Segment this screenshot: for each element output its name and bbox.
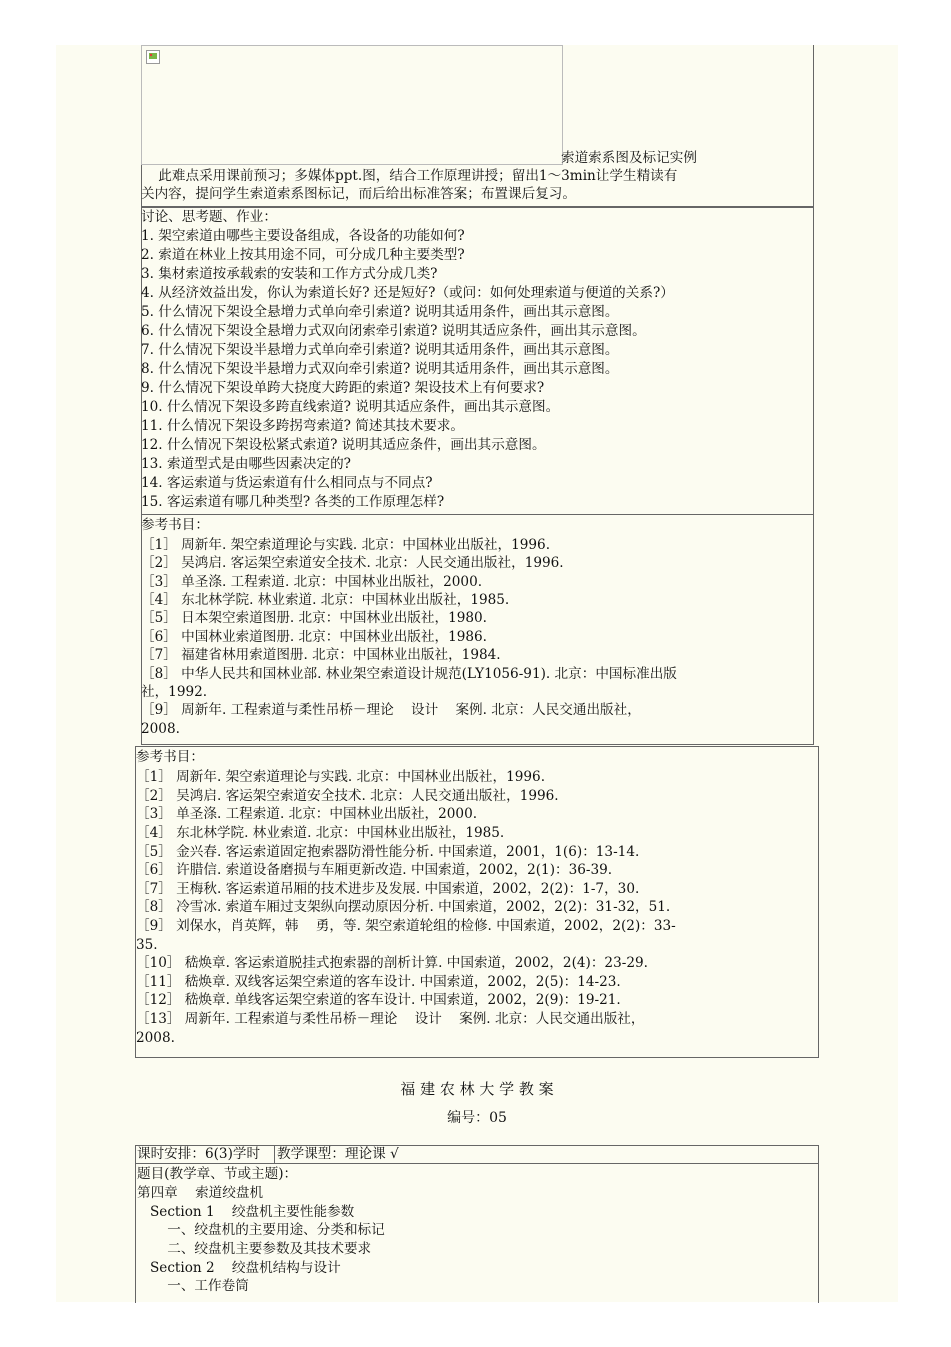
reference-line: ［4］ 东北林学院. 林业索道. 北京：中国林业出版社，1985. (141, 592, 510, 608)
references2-heading: 参考书目： (136, 749, 204, 765)
discussion-item: 7. 什么情况下架设半悬增力式单向牵引索道? 说明其适用条件，画出其示意图。 (141, 342, 619, 358)
discussion-item: 4. 从经济效益出发，你认为索道长好? 还是短好?（或问：如何处理索道与便道的关系?） (141, 285, 674, 301)
reference-line: ［5］ 日本架空索道图册. 北京：中国林业出版社，1980. (141, 610, 487, 626)
schedule-hours: 课时安排：6(3)学时 (137, 1146, 261, 1162)
reference-line: ［9］ 周新年. 工程索道与柔性吊桥－理论 设计 案例. 北京：人民交通出版社， (141, 702, 641, 718)
discussion-item: 5. 什么情况下架设全悬增力式单向牵引索道? 说明其适用条件，画出其示意图。 (141, 304, 619, 320)
discussion-item: 1. 架空索道由哪些主要设备组成，各设备的功能如何? (141, 228, 465, 244)
schedule-divider (274, 1145, 275, 1164)
reference-line: ［8］ 中华人民共和国林业部. 林业架空索道设计规范(LY1056-91). 北京：中国标准出版 (141, 666, 677, 682)
reference-line: ［3］ 单圣涤. 工程索道. 北京：中国林业出版社，2000. (141, 574, 483, 590)
discussion-item: 8. 什么情况下架设半悬增力式双向牵引索道? 说明其适用条件，画出其示意图。 (141, 361, 619, 377)
university-title: 福 建 农 林 大 学 教 案 (400, 1080, 554, 1098)
discussion-item: 10. 什么情况下架设多跨直线索道? 说明其适应条件，画出其示意图。 (141, 399, 560, 415)
discussion-item: 9. 什么情况下架设单跨大挠度大跨距的索道? 架设技术上有何要求? (141, 380, 545, 396)
discussion-item: 3. 集材索道按承载索的安装和工作方式分成几类? (141, 266, 438, 282)
reference-line: ［11］ 嵇焕章. 双线客运架空索道的客车设计. 中国索道，2002，2(5)：14-23. (136, 974, 621, 990)
broken-image-placeholder (141, 45, 563, 165)
discussion-item: 14. 客运索道与货运索道有什么相同点与不同点? (141, 475, 433, 491)
reference-line: ［10］ 嵇焕章. 客运索道脱挂式抱索器的剖析计算. 中国索道，2002，2(4)：23-29. (136, 955, 648, 971)
reference-line: ［6］ 许腊信. 索道设备磨损与车厢更新改造. 中国索道，2002，2(1)：36-39. (136, 862, 613, 878)
discussion-item: 13. 索道型式是由哪些因素决定的? (141, 456, 351, 472)
topic-heading: 题目(教学章、节或主题)： (137, 1166, 298, 1182)
reference-line: ［8］ 冷雪冰. 索道车厢过支架纵向摆动原因分析. 中国索道，2002，2(2)：31-32，51. (136, 899, 671, 915)
reference-line: 社，1992. (141, 684, 208, 700)
subsection-title: 一、绞盘机的主要用途、分类和标记 (137, 1222, 385, 1238)
figure-note-line1: 此难点采用课前预习；多媒体ppt.图，结合工作原理讲授；留出1～3min让学生精读有 (141, 168, 678, 184)
subsection-title: 一、工作卷筒 (137, 1278, 249, 1294)
reference-line: ［12］ 嵇焕章. 单线客运架空索道的客车设计. 中国索道，2002，2(9)：19-21. (136, 992, 621, 1008)
reference-line: 2008. (136, 1030, 175, 1046)
section-title: Section 1 绞盘机主要性能参数 (137, 1204, 355, 1220)
schedule-type: 教学课型：理论课 √ (277, 1146, 399, 1162)
reference-line: ［5］ 金兴春. 客运索道固定抱索器防滑性能分析. 中国索道，2001，1(6)：13-14. (136, 844, 640, 860)
broken-image-icon (146, 50, 160, 64)
reference-line: ［13］ 周新年. 工程索道与柔性吊桥－理论 设计 案例. 北京：人民交通出版社， (136, 1011, 645, 1027)
references1-heading: 参考书目： (141, 517, 209, 533)
reference-line: ［1］ 周新年. 架空索道理论与实践. 北京：中国林业出版社，1996. (141, 537, 551, 553)
reference-line: ［6］ 中国林业索道图册. 北京：中国林业出版社，1986. (141, 629, 487, 645)
reference-line: ［3］ 单圣涤. 工程索道. 北京：中国林业出版社，2000. (136, 806, 478, 822)
reference-line: 2008. (141, 721, 180, 737)
discussion-item: 6. 什么情况下架设全悬增力式双向闭索牵引索道? 说明其适应条件，画出其示意图。 (141, 323, 646, 339)
figure-note-line2: 关内容，提问学生索道索系图标记，而后给出标准答案；布置课后复习。 (141, 186, 576, 202)
reference-line: ［7］ 王梅秋. 客运索道吊厢的技术进步及发展. 中国索道，2002，2(2)：1-7，30. (136, 881, 640, 897)
discussion-heading: 讨论、思考题、作业： (141, 209, 277, 225)
figure-caption: 索道索系图及标记实例 (561, 150, 697, 166)
reference-line: ［2］ 吴鸿启. 客运架空索道安全技术. 北京：人民交通出版社，1996. (141, 555, 564, 571)
subsection-title: 二、绞盘机主要参数及其技术要求 (137, 1241, 372, 1257)
discussion-item: 11. 什么情况下架设多跨拐弯索道? 简述其技术要求。 (141, 418, 465, 434)
reference-line: ［4］ 东北林学院. 林业索道. 北京：中国林业出版社，1985. (136, 825, 505, 841)
discussion-item: 15. 客运索道有哪几种类型? 各类的工作原理怎样? (141, 494, 445, 510)
reference-line: ［2］ 吴鸿启. 客运架空索道安全技术. 北京：人民交通出版社，1996. (136, 788, 559, 804)
lesson-number: 编号：05 (447, 1110, 507, 1126)
reference-line: ［7］ 福建省林用索道图册. 北京：中国林业出版社，1984. (141, 647, 501, 663)
reference-line: 35. (136, 937, 158, 953)
chapter-title: 第四章 索道绞盘机 (137, 1185, 264, 1201)
discussion-item: 12. 什么情况下架设松紧式索道? 说明其适应条件，画出其示意图。 (141, 437, 546, 453)
discussion-item: 2. 索道在林业上按其用途不同，可分成几种主要类型? (141, 247, 465, 263)
section-title: Section 2 绞盘机结构与设计 (137, 1260, 341, 1276)
reference-line: ［9］ 刘保水，肖英辉，韩 勇，等. 架空索道轮组的检修. 中国索道，2002，2(2)：33- (136, 918, 676, 934)
reference-line: ［1］ 周新年. 架空索道理论与实践. 北京：中国林业出版社，1996. (136, 769, 546, 785)
